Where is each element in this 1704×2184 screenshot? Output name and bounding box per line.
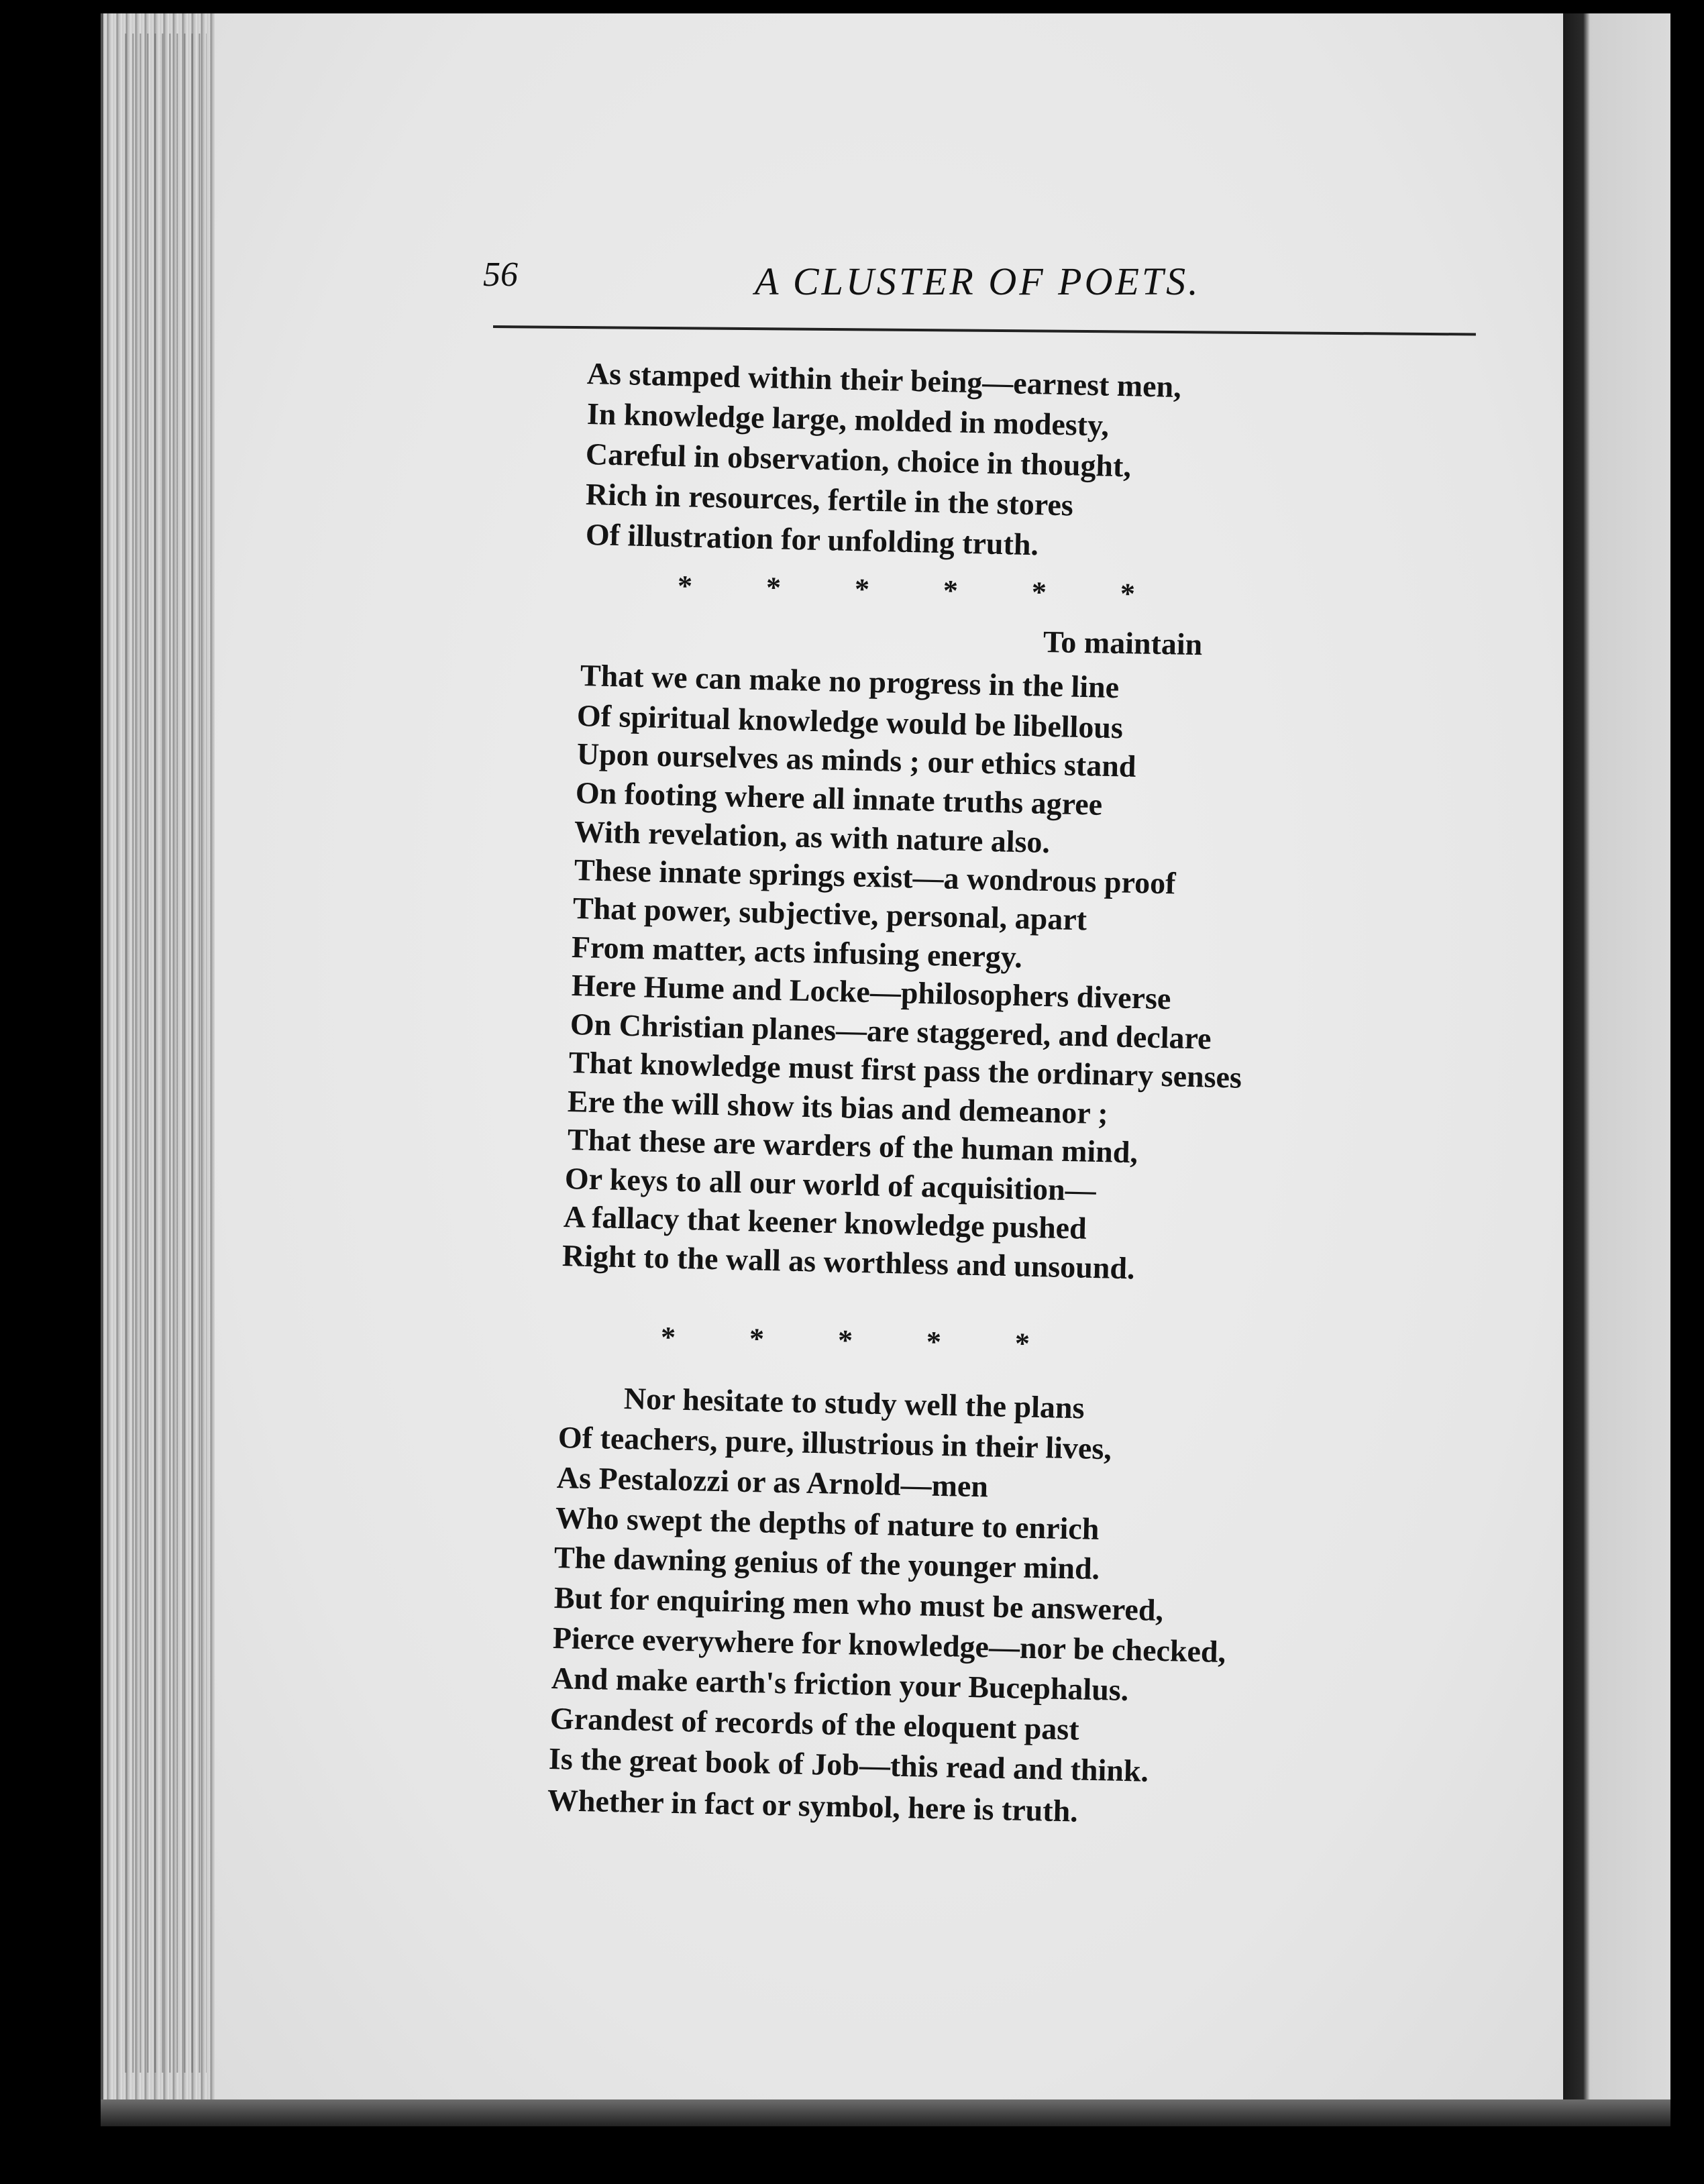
poem-line: Pierce everywhere for knowledge—nor be checked, [552, 1621, 1226, 1670]
poem-line: As Pestalozzi or as Arnold—men [556, 1460, 989, 1504]
poem-line: Careful in observation, choice in thought, [585, 437, 1132, 484]
poem-line: That we can make no progress in the line [580, 658, 1120, 705]
poem-line: On footing where all innate truths agree [575, 775, 1103, 822]
poem-line: In knowledge large, molded in modesty, [586, 396, 1110, 443]
poem-line: Of teachers, pure, illustrious in their lives, [557, 1420, 1112, 1466]
poem-line: Is the great book of Job—this read and think. [548, 1741, 1149, 1788]
poem-line: Of illustration for unfolding truth. [585, 517, 1039, 562]
poem-line: That power, subjective, personal, apart [572, 891, 1087, 937]
poem-line: Or keys to all our world of acquisition— [564, 1161, 1097, 1207]
poem-line: Here Hume and Locke—philosophers diverse [571, 968, 1171, 1016]
poem-line: And make earth's friction your Bucephalus. [551, 1661, 1129, 1708]
book-title: A CLUSTER OF POETS. [755, 260, 1201, 303]
poem-line: Upon ourselves as minds ; our ethics stand [576, 736, 1137, 783]
page-number: 56 [483, 256, 518, 294]
poem-line: Rich in resources, fertile in the stores [585, 477, 1074, 523]
section-separator: * * * * * [660, 1321, 1030, 1360]
poem-line: With revelation, as with nature also. [574, 814, 1051, 860]
poem-line: As stamped within their being—earnest men, [586, 356, 1182, 404]
poem-line: Whether in fact or symbol, here is truth. [547, 1783, 1079, 1828]
poem-line: From matter, acts infusing energy. [571, 930, 1023, 975]
poem-line: That these are warders of the human mind, [567, 1122, 1138, 1170]
poem-line: Of spiritual knowledge would be libellous [576, 698, 1124, 745]
poem-line: Right to the wall as worthless and unsound. [562, 1238, 1136, 1286]
section-separator: * * * * * * [677, 569, 1136, 610]
poem-line: On Christian planes—are staggered, and declare [570, 1007, 1212, 1056]
poem-line: Who swept the depths of nature to enrich [555, 1500, 1100, 1546]
poem-line: Grandest of records of the eloquent past [549, 1701, 1080, 1747]
poem-line: That knowledge must first pass the ordinary senses [568, 1045, 1242, 1095]
poem-line: These innate springs exist—a wondrous proof [574, 853, 1177, 901]
poem-line: Ere the will show its bias and demeanor ; [567, 1084, 1109, 1131]
poem-line: A fallacy that keener knowledge pushed [563, 1199, 1087, 1246]
poem-line: Nor hesitate to study well the plans [623, 1381, 1085, 1425]
poem-line: To maintain [1043, 624, 1203, 662]
poem-line: But for enquiring men who must be answered, [553, 1580, 1164, 1628]
poem-line: The dawning genius of the younger mind. [553, 1540, 1100, 1586]
